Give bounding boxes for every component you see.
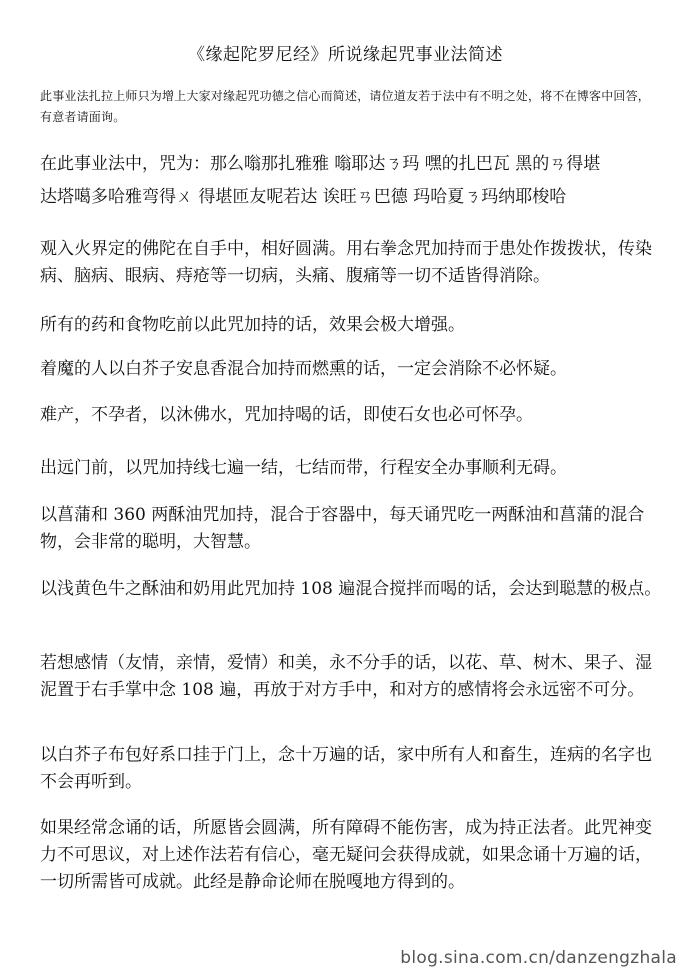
paragraph-recitation: 如果经常念诵的话，所愿皆会圆满，所有障碍不能伤害，成为持正法者。此咒神变力不可思议，对上述作法若有信心，毫无疑问会获得成就，如果念诵十万遍的话，一切所需皆可成就。此经是静命论师在脱嘎地方得到的。 xyxy=(40,818,652,892)
paragraph-travel: 出远门前，以咒加持线七遍一结，七结而带，行程安全办事顺利无碍。 xyxy=(40,458,567,478)
mantra-line-1: 在此事业法中，咒为：那么嗡那扎雅雅 嗡耶达ㄋ玛 嘿的扎巴瓦 黑的ㄢ得堪 xyxy=(40,154,601,174)
intro-note: 此事业法扎拉上师只为增上大家对缘起咒功德之信心而简述，请位道友若于法中有不明之处，将不在博客中回答，有意者请面询。 xyxy=(40,89,651,124)
paragraph-intelligence: 以浅黄色牛之酥油和奶用此咒加持 108 遍混合搅拌而喝的话，会达到聪慧的极点。 xyxy=(40,579,662,599)
paragraph-household: 以白芥子布包好系口挂于门上，念十万遍的话，家中所有人和畜生，连病的名字也不会再听到。 xyxy=(40,745,652,792)
mantra-line-2: 达塔噶多哈雅弯得ㄨ 得堪匝友呢若达 诶旺ㄢ巴德 玛哈夏ㄋ玛纳耶梭哈 xyxy=(40,187,567,207)
paragraph-childbirth: 难产，不孕者，以沐佛水，咒加持喝的话，即使石女也必可怀孕。 xyxy=(40,405,533,425)
document-title: 《缘起陀罗尼经》所说缘起咒事业法简述 xyxy=(188,45,503,65)
paragraph-wisdom: 以菖蒲和 360 两酥油咒加持，混合于容器中，每天诵咒吃一两酥油和菖蒲的混合物，会非常的聪明，大智慧。 xyxy=(40,505,645,552)
paragraph-buddha-visualization: 观入火界定的佛陀在自手中，相好圆满。用右拳念咒加持而于患处作拨拨状，传染病、脑病、眼病、痔疮等一切病，头痛、腹痛等一切不适皆得消除。 xyxy=(40,239,652,286)
paragraph-medicine: 所有的药和食物吃前以此咒加持的话，效果会极大增强。 xyxy=(40,315,465,335)
blog-watermark: blog.sina.com.cn/danzengzhala xyxy=(400,948,677,968)
paragraph-demon: 着魔的人以白芥子安息香混合加持而燃熏的话，一定会消除不必怀疑。 xyxy=(40,359,567,379)
mantra-block xyxy=(40,148,660,214)
paragraph-relationship: 若想感情（友情，亲情，爱情）和美，永不分手的话，以花、草、树木、果子、湿泥置于右手掌中念 108 遍，再放于对方手中，和对方的感情将会永远密不可分。 xyxy=(40,653,652,700)
